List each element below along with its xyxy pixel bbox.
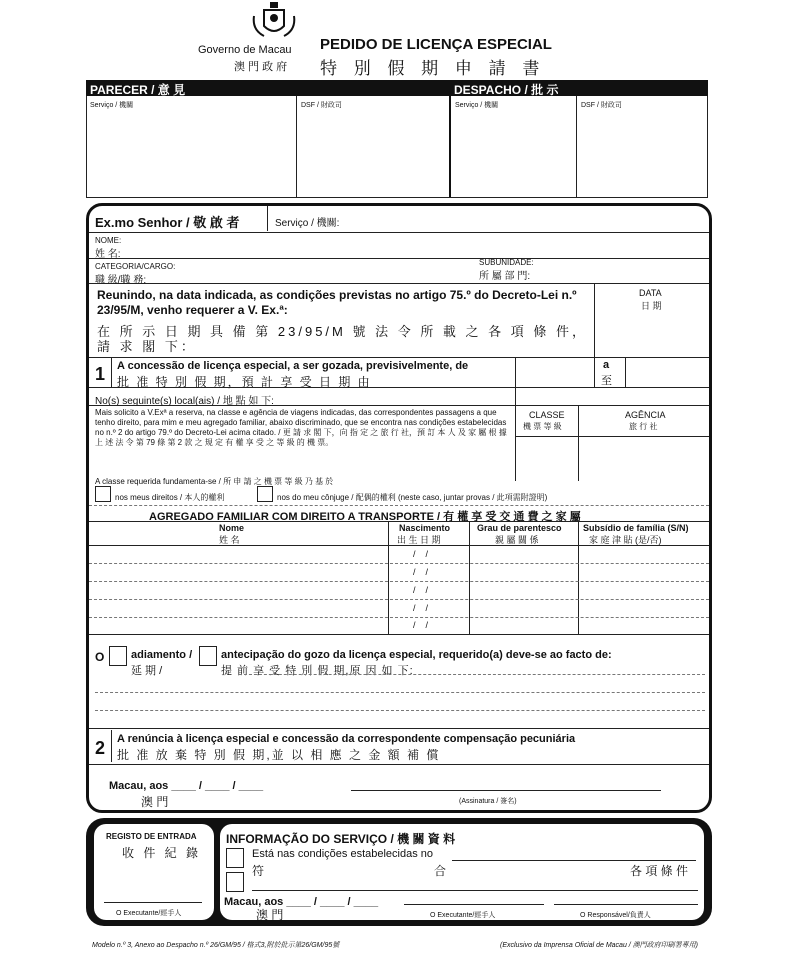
bottom-macau-zh: 澳 門 <box>256 908 284 922</box>
approval-boxes <box>86 96 708 198</box>
col-subsidio: Subsídio de família (S/N) <box>583 523 689 533</box>
he-char: 合 <box>434 864 447 878</box>
section-2-text: A renúncia à licença especial e concessão da correspondente compensação pecuniária <box>117 733 576 745</box>
classe-label: CLASSE <box>529 410 565 420</box>
col-parentesco-zh: 親 屬 關 係 <box>495 535 539 545</box>
table-row[interactable]: / / <box>413 567 429 577</box>
servico-field[interactable]: Serviço / 機關: <box>275 218 340 229</box>
office-use-section <box>86 818 712 926</box>
executante2-label: O Executante/經手人 <box>430 912 496 919</box>
categoria-label: CATEGORIA/CARGO: <box>95 262 176 271</box>
registo-label-zh: 收 件 紀 錄 <box>122 846 202 860</box>
salutation: Ex.mo Senhor / 敬 啟 者 <box>95 215 240 230</box>
col-subsidio-zh: 家 庭 津 貼 (是/否) <box>589 535 662 545</box>
own-rights-checkbox[interactable] <box>95 486 111 502</box>
section-2-number: 2 <box>95 738 106 758</box>
adiamento-label: adiamento / <box>131 649 193 661</box>
categoria-field[interactable]: 職 級/職 務: <box>95 275 147 286</box>
reserva-text-zh: 更 請 求 閣 下，向 指 定 之 旅 行 社，預 訂 本 人 及 家 屬 根 據 上 述 法 令 第 79 條 第 2 款 之 規 定 有 權 享 受 之 等 級 的 機 票。 <box>95 428 507 447</box>
antecipacao-checkbox[interactable] <box>199 646 217 666</box>
footer-model: Modelo n.º 3, Anexo ao Despacho n.º 26/GM/95 / 格式3,附於批示第26/GM/95號 <box>92 942 340 949</box>
bottom-macau-date-field[interactable]: Macau, aos ____ / ____ / ____ <box>224 896 379 908</box>
o-label: O <box>95 650 105 664</box>
reason-line[interactable] <box>95 710 705 711</box>
table-row[interactable]: / / <box>413 620 429 630</box>
subunidade-field[interactable]: 所 屬 部 門: <box>479 271 531 282</box>
classe-label-zh: 機 票 等 級 <box>523 422 562 431</box>
registo-box <box>94 824 214 920</box>
despacho-label: DESPACHO / 批 示 <box>454 83 559 97</box>
table-row[interactable]: / / <box>413 549 429 559</box>
despacho-servico-field[interactable]: Serviço / 機關 <box>455 102 499 109</box>
table-row[interactable]: / / <box>413 603 429 613</box>
col-nascimento: Nascimento <box>399 523 451 533</box>
own-rights-label: nos meus direitos / 本人的權利 <box>115 493 225 502</box>
spouse-rights-label: nos do meu cônjuge / 配偶的權利 (neste caso, juntar provas / 此項需附證明) <box>277 493 548 502</box>
section-2-divider <box>111 730 112 762</box>
nome-label-zh[interactable]: 姓 名: <box>95 249 121 260</box>
despacho-dsf-field[interactable]: DSF / 財政司 <box>581 102 622 109</box>
col-nome: Nome <box>219 523 245 533</box>
parecer-servico-field[interactable]: Serviço / 機關 <box>90 102 134 109</box>
form-body <box>89 206 709 810</box>
page-title-zh: 特 別 假 期 申 請 書 <box>320 59 546 78</box>
antecipacao-label: antecipação do gozo da licença especial, requerido(a) deve-se ao facto de: <box>221 649 612 661</box>
section-1-number: 1 <box>95 364 106 384</box>
reason-line[interactable] <box>95 692 705 693</box>
a-label: a <box>603 359 610 371</box>
start-date-input[interactable] <box>515 357 595 387</box>
section-1-text-zh: 批 准 特 別 假 期，預 計 享 受 日 期 由 <box>117 375 372 389</box>
conditions-text: Está nas condições estabelecidas no <box>252 848 434 860</box>
a-label-zh: 至 <box>601 375 612 387</box>
gov-name: Governo de Macau <box>198 44 292 56</box>
agencia-label-zh: 旅 行 社 <box>629 422 658 431</box>
reason-line[interactable] <box>239 674 705 675</box>
macau-date-field[interactable]: Macau, aos ____ / ____ / ____ <box>109 780 264 792</box>
data-label-zh: 日 期 <box>641 301 662 311</box>
conditions-met-checkbox[interactable] <box>226 848 244 868</box>
antecipacao-label-zh: 提 前 享 受 特 別 假 期,原 因 如 下: <box>221 665 414 677</box>
locais-field[interactable]: No(s) seguinte(s) local(ais) / 地 點 如 下: <box>95 396 274 407</box>
adiamento-checkbox[interactable] <box>109 646 127 666</box>
executante-label: O Executante/經手人 <box>116 910 182 917</box>
informacao-title: INFORMAÇÃO DO SERVIÇO / 機 關 資 料 <box>226 832 456 846</box>
gov-name-zh: 澳 門 政 府 <box>234 61 288 73</box>
data-label: DATA <box>639 288 662 298</box>
classe-requerida-label: A classe requerida fundamenta-se / 所 申 請 之 機 票 等 級 乃 基 於 <box>95 477 334 486</box>
footer-exclusivo: (Exclusivo da Imprensa Oficial de Macau / 澳門政府印刷署專用) <box>500 942 698 949</box>
agregado-title: AGREGADO FAMILIAR COM DIREITO A TRANSPORTE / 有 權 享 受 交 通 費 之 家 屬 <box>149 511 581 523</box>
end-date-input[interactable] <box>625 357 709 387</box>
gexiang-label: 各 項 條 件 <box>630 864 689 878</box>
parecer-dsf-field[interactable]: DSF / 財政司 <box>301 102 342 109</box>
agencia-label: AGÊNCIA <box>625 410 666 420</box>
informacao-box <box>220 824 704 920</box>
section-2-text-zh: 批 准 放 棄 特 別 假 期,並 以 相 應 之 金 額 補 償 <box>117 748 441 762</box>
section-1-text: A concessão de licença especial, a ser gozada, previsivelmente, de <box>117 360 469 372</box>
approval-header-bar <box>86 80 708 96</box>
page-title: PEDIDO DE LICENÇA ESPECIAL <box>320 36 552 53</box>
reunindo-text: Reunindo, na data indicada, as condições previstas no artigo 75.º do Decreto-Lei n.º 23/95/M, venho requerer a V. Ex.ª: <box>97 288 577 317</box>
conditions-line[interactable] <box>452 860 696 861</box>
reserva-text <box>95 408 511 448</box>
assinatura-label: (Assinatura / 簽名) <box>459 798 517 805</box>
col-parentesco: Grau de parentesco <box>477 523 562 533</box>
col-nome-zh: 姓 名 <box>219 535 240 545</box>
info-line[interactable] <box>252 890 698 891</box>
parecer-label: PARECER / 意 見 <box>90 83 186 97</box>
macau-label-zh: 澳 門 <box>141 795 169 809</box>
reunindo-text-zh: 在 所 示 日 期 具 備 第 23/95/M 號 法 令 所 載 之 各 項 條 件， 請 求 閣 下： <box>97 324 588 354</box>
conditions-other-checkbox[interactable] <box>226 872 244 892</box>
adiamento-label-zh: 延 期 / <box>131 665 163 677</box>
registo-label: REGISTO DE ENTRADA <box>106 832 197 841</box>
nome-label: NOME: <box>95 236 122 245</box>
signature-line[interactable] <box>351 790 661 791</box>
coat-of-arms-logo <box>250 2 298 40</box>
fu-char: 符 <box>252 864 265 878</box>
subunidade-label: SUBUNIDADE: <box>479 258 534 267</box>
reserva-text-pt: Mais solicito a V.Exª a reserva, na classe e agência de viagens indicadas, das correspondentes passagens a que tenho direito, para mim e meu agregado familiar, abaixo discriminado, que se encontra nas condições estabelecidas no n.º 2 do artigo 79.º do Decreto-Lei acima citado. / <box>95 408 507 437</box>
responsavel-label: O Responsável/負責人 <box>580 912 651 919</box>
col-nascimento-zh: 出 生 日 期 <box>397 535 441 545</box>
spouse-rights-checkbox[interactable] <box>257 486 273 502</box>
table-row[interactable]: / / <box>413 585 429 595</box>
